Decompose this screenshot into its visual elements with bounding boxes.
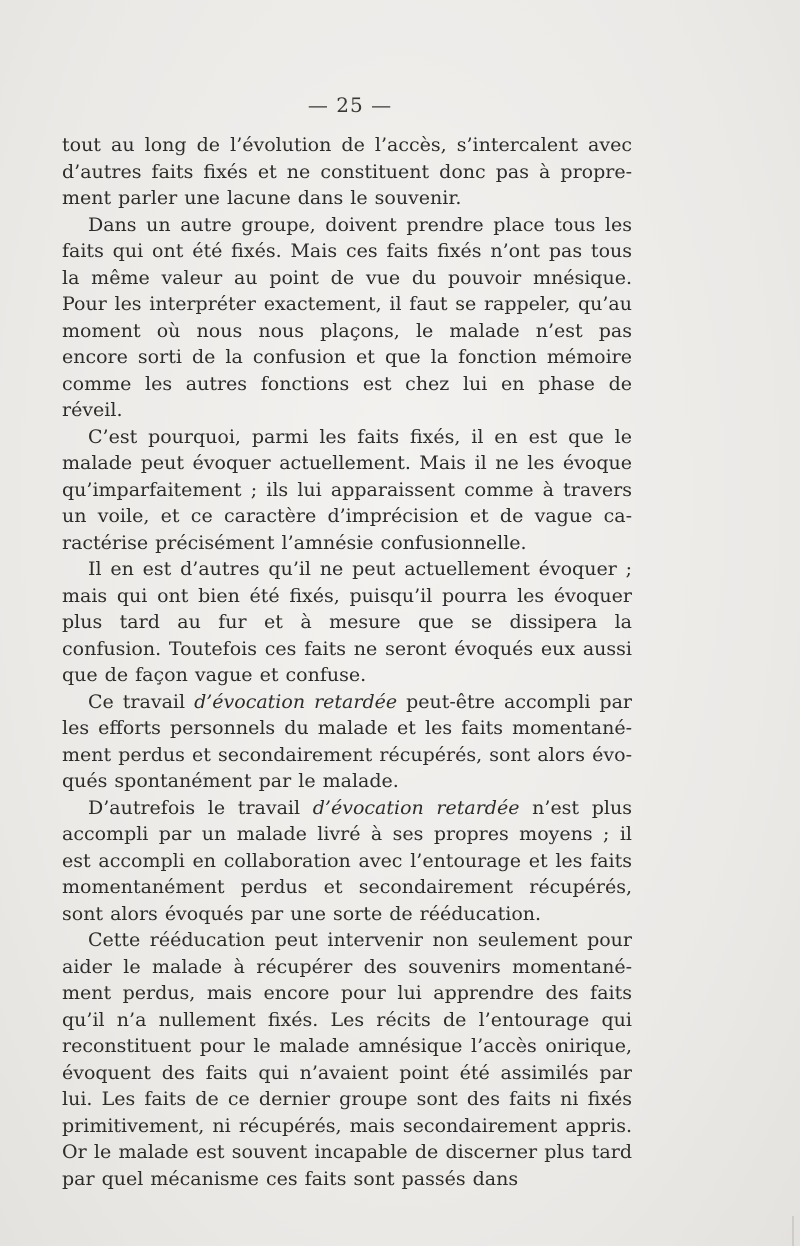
paragraph-text: C’est pourquoi, parmi les faits fixés, il en est que le malade peut évoquer actuellement. Mais il ne les évoque qu’imparfaitement ; ils lui apparaissent comme à travers un voile, et ce caractère d’imprécision et de vague caractérise précisément l’amnésie confusionnelle. — [62, 425, 632, 554]
paragraph-7 — [62, 927, 632, 1192]
paragraph-text: Cette rééducation peut intervenir non seulement pour aider le malade à récupérer des souvenirs momentanément perdus, mais encore pour lui apprendre des faits qu’il n’a nullement fixés. Les récits de l’entourage qui reconstituent pour le malade amnésique l’accès onirique, évoquent des faits qui n’avaient point été assimilés par lui. Les faits de ce dernier groupe sont des faits ni fixés primitivement, ni récupérés, mais secondairement appris. Or le malade est souvent incapable de discerner plus tard par quel mécanisme ces faits sont passés dans — [62, 929, 632, 1190]
page-content — [62, 88, 632, 1192]
paragraph-3 — [62, 424, 632, 557]
paragraph-text: Ce travail — [88, 690, 195, 713]
paragraph-text: n’est plus accompli par un malade livré à ses propres moyens ; il est accompli en collaboration avec l’entourage et les faits momentanément perdus et secondairement récupérés, sont alors évoqués par une sorte de rééducation. — [62, 796, 632, 925]
paragraph-6 — [62, 795, 632, 928]
paragraph-text: D’autrefois le travail — [88, 796, 313, 819]
paragraph-text: Il en est d’autres qu’il ne peut actuellement évoquer ; mais qui ont bien été fixés, puisqu’il pourra les évoquer plus tard au fur et à mesure que se dissipera la confusion. Toutefois ces faits ne seront évoqués eux aussi que de façon vague et confuse. — [62, 558, 632, 686]
italic-phrase: d’évocation retardée — [194, 690, 398, 713]
paragraph-1 — [62, 132, 632, 212]
paragraph-5 — [62, 689, 632, 795]
paragraph-4 — [62, 556, 632, 689]
paragraph-text: Dans un autre groupe, doivent prendre place tous les faits qui ont été fixés. Mais ces faits fixés n’ont pas tous la même valeur au point de vue du pouvoir mnésique. Pour les interpréter exactement, il faut se rappeler, qu’au moment où nous nous plaçons, le malade n’est pas encore sorti de la confusion et que la fonction mémoire comme les autres fonctions est chez lui en phase de réveil. — [62, 213, 632, 421]
page-number: — 25 — — [307, 93, 393, 117]
page-edge-mark — [792, 1216, 794, 1246]
body-text — [62, 132, 632, 1192]
paragraph-text: peut-être accompli par les efforts personnels du malade et les faits momentanément perdus et secondairement récupérés, sont alors évoqués spontanément par le malade. — [62, 690, 632, 792]
paragraph-text: tout au long de l’évolution de l’accès, s’intercalent avec d’autres faits fixés et ne constituent donc pas à proprement parler une lacune dans le souvenir. — [62, 134, 632, 209]
paragraph-2 — [62, 212, 632, 424]
italic-phrase: d’évocation retardée — [312, 796, 520, 819]
